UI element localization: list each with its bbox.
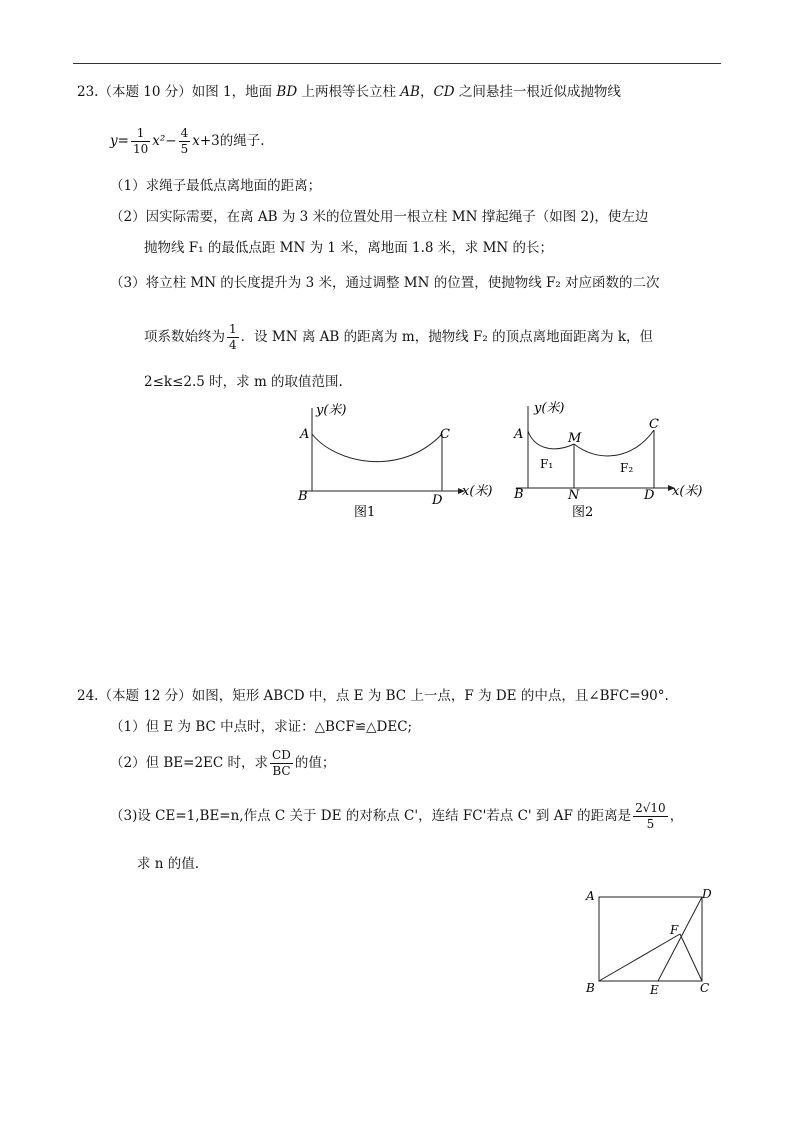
fig3-label-f: F [670,923,679,937]
q24-header: 24.（本题 12 分）如图，矩形 ABCD 中，点 E 为 BC 上一点，F 为 DE 的中点，且∠BFC=90°. [77,688,669,704]
fig3-label-a: A [586,889,595,903]
fig2-label-a: A [514,427,524,442]
fraction-1-10: $\frac{1}{10}$ [132,126,149,156]
q23-part3c: 2≤k≤2.5 时，求 m 的取值范围. [144,374,343,390]
q23-part3a: （3）将立柱 MN 的长度提升为 3 米，通过调整 MN 的位置，使抛物线 F₂ 对应函数的二次 [110,275,660,291]
fig1-label-c: C [440,427,450,442]
q24-part3b: 求 n 的值. [137,856,200,872]
fraction-4-5: $\frac{4}{5}$ [180,126,189,156]
fig3-segment-de [658,897,702,981]
fig2-label-f1: F₁ [540,457,554,471]
fraction-2root10-5: $\frac{2√10}{5}$ [635,801,666,831]
fig3-label-c: C [700,981,710,995]
fig1-y-label: y(米) [316,403,347,418]
q23-part2a: （2）因实际需要，在离 AB 为 3 米的位置处用一根立柱 MN 撑起绳子（如图 2)，使左边 [110,209,649,225]
q23-formula: y= $\frac{1}{10}$ x²− $\frac{4}{5}$ x+3的绳子. [110,126,265,156]
fig2-label-m: M [568,431,582,446]
header-rule [73,63,721,64]
fig2-label-f2: F₂ [620,461,634,475]
fig3-segment-bf [599,934,680,981]
fig2-label-c: C [649,417,659,432]
q23-part2b: 抛物线 F₁ 的最低点距 MN 为 1 米，离地面 1.8 米，求 MN 的长； [144,240,554,256]
fig1-label-b: B [298,489,308,504]
fig3-label-b: B [586,981,595,995]
fig1-x-label: x(米) [462,484,493,499]
q24-part3: （3)设 CE=1,BE=n,作点 C 关于 DE 的对称点 C'，连结 FC'若点 C' 到 AF 的距离是 $\frac{2√10}{5}$ ， [110,801,684,831]
fig3-segment-fc [680,934,702,981]
fig1-label-a: A [300,427,310,442]
q23-part3b: 项系数始终为 $\frac{1}{4}$ ．设 MN 离 AB 的距离为 m，抛物线 F₂ 的顶点离地面距离为 k，但 [144,322,654,352]
figure-2 [508,398,722,522]
fig3-label-e: E [650,983,659,997]
fig1-caption: 图1 [354,505,376,520]
fig2-caption: 图2 [572,505,594,520]
fraction-1-4: $\frac{1}{4}$ [229,322,237,352]
q23-part1: （1）求绳子最低点离地面的距离； [110,178,322,194]
fig2-label-n: N [568,488,580,503]
q23-header: 23.（本题 10 分）如图 1，地面 BD 上两根等长立柱 AB，CD 之间悬挂一根近似成抛物线 [77,84,621,100]
fig2-y-label: y(米) [534,401,565,416]
figure-3 [578,884,718,1000]
fig1-rope-curve [312,434,442,462]
fig2-x-label: x(米) [672,484,703,499]
fraction-cd-bc: $\frac{CD}{BC}$ [272,748,291,778]
fig2-label-d: D [644,488,655,503]
q24-part2: （2）但 BE=2EC 时，求 $\frac{CD}{BC}$ 的值； [110,748,336,778]
fig3-label-d: D [702,887,712,901]
fig1-label-d: D [432,493,443,508]
q24-part1: （1）但 E 为 BC 中点时，求证：△BCF≌△DEC; [110,719,413,735]
fig2-curve-f2 [574,430,654,456]
fig3-rectangle [599,897,702,981]
figure-1 [290,398,510,522]
fig2-label-b: B [514,487,524,502]
